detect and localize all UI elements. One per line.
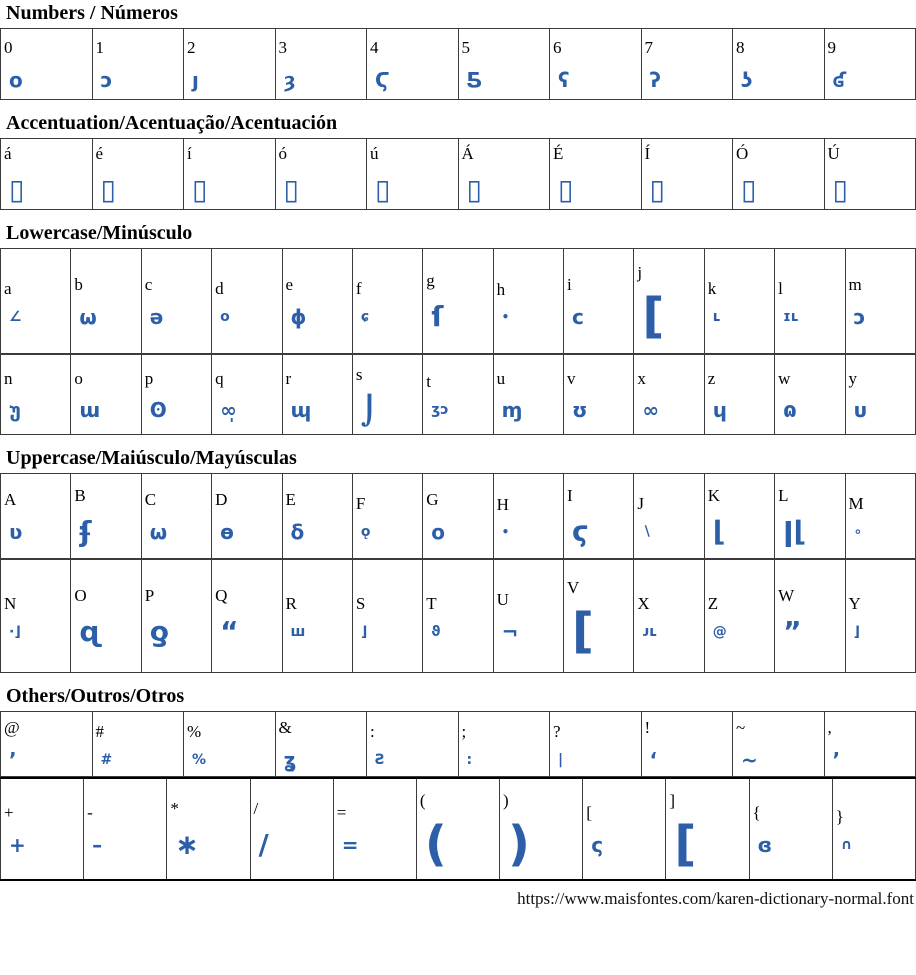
char-glyph: δ — [290, 519, 305, 544]
char-cell-numbers-6 — [550, 29, 642, 100]
char-label: c — [144, 275, 153, 295]
char-cell-lowercase-p — [141, 355, 211, 435]
char-label: : — [370, 721, 375, 741]
char-cell-lowercase-q — [212, 355, 282, 435]
section-title-accentuation: Accentuation/Acentuação/Acentuación — [6, 112, 338, 134]
char-label: f — [355, 278, 362, 298]
char-glyph: ᴜ — [853, 398, 867, 423]
char-cell-others-[ — [583, 778, 666, 880]
char-glyph: ɥ — [712, 398, 727, 423]
char-label: 7 — [644, 38, 653, 58]
char-glyph: ᴄ — [572, 304, 584, 329]
char-cell-uppercase-N — [1, 560, 71, 673]
char-glyph: ɸ — [290, 304, 307, 329]
char-glyph: [ — [674, 816, 697, 873]
char-glyph: ɕ — [360, 308, 370, 325]
char-glyph: ɔ — [100, 67, 113, 92]
char-glyph: ʕ — [558, 67, 570, 92]
char-cell-uppercase-O — [71, 560, 141, 673]
char-label: h — [496, 279, 506, 299]
char-cell-lowercase-l — [775, 249, 845, 354]
char-glyph: ’ — [9, 747, 17, 772]
char-cell-others-* — [167, 778, 250, 880]
char-cell-uppercase-Y — [845, 560, 916, 673]
char-cell-lowercase-o — [71, 355, 141, 435]
char-label: ] — [669, 791, 676, 811]
char-cell-accentuation-Ó — [733, 139, 825, 210]
char-label: L — [778, 486, 789, 506]
char-glyph: : — [466, 751, 473, 768]
char-glyph: ( — [424, 816, 447, 873]
char-cell-uppercase-M — [845, 474, 916, 559]
char-cell-accentuation-ó — [275, 139, 367, 210]
char-cell-lowercase-g — [423, 249, 493, 354]
char-label: G — [426, 490, 439, 510]
char-cell-lowercase-h — [493, 249, 563, 354]
char-label: 4 — [370, 38, 379, 58]
char-glyph: ▯ — [192, 173, 208, 207]
char-glyph: ∞ — [642, 398, 660, 423]
char-cell-others-? — [550, 712, 642, 777]
char-glyph: ⌊ — [712, 515, 726, 549]
char-glyph: o — [220, 308, 230, 325]
char-table-others-row1 — [0, 711, 916, 777]
char-cell-numbers-1 — [92, 29, 184, 100]
char-cell-uppercase-R — [282, 560, 352, 673]
char-glyph: ϛ — [572, 515, 589, 549]
char-cell-lowercase-n — [1, 355, 71, 435]
char-cell-others-; — [458, 712, 550, 777]
char-label: U — [496, 590, 509, 610]
char-glyph: ȝ — [283, 67, 296, 92]
char-glyph: • — [501, 524, 510, 539]
char-label: R — [285, 593, 297, 613]
char-glyph: ∞̩ — [220, 398, 237, 423]
char-cell-numbers-3 — [275, 29, 367, 100]
char-cell-others-% — [184, 712, 276, 777]
char-cell-accentuation-Á — [458, 139, 550, 210]
char-cell-others-) — [500, 778, 583, 880]
char-glyph: Ƽ — [466, 67, 482, 92]
char-label: # — [95, 721, 104, 741]
char-cell-lowercase-e — [282, 249, 352, 354]
char-label: } — [835, 806, 844, 826]
char-cell-lowercase-v — [564, 355, 634, 435]
char-glyph: ▯ — [375, 173, 391, 207]
char-glyph: ▯ — [466, 173, 482, 207]
char-label: é — [95, 144, 104, 164]
char-label: p — [144, 368, 154, 388]
char-label: Y — [848, 593, 861, 613]
char-glyph: ” — [783, 615, 802, 649]
char-label: 9 — [827, 38, 836, 58]
char-cell-accentuation-á — [1, 139, 93, 210]
char-label: q — [215, 368, 224, 388]
char-label: V — [567, 578, 580, 598]
char-label: - — [87, 803, 93, 823]
char-label: á — [4, 144, 12, 164]
char-glyph: ⌋ — [360, 623, 368, 640]
char-label: 5 — [461, 38, 470, 58]
char-label: M — [848, 493, 864, 513]
char-glyph: ∩ — [840, 836, 853, 853]
char-label: Á — [461, 144, 474, 164]
char-label: a — [4, 278, 12, 298]
char-glyph: @ — [712, 623, 727, 640]
char-cell-others-+ — [1, 778, 84, 880]
char-cell-others-@ — [1, 712, 93, 777]
char-label: t — [426, 372, 431, 392]
char-label: k — [707, 278, 717, 298]
char-glyph: • — [501, 309, 510, 324]
char-cell-uppercase-X — [634, 560, 704, 673]
char-label: J — [637, 493, 644, 513]
char-cell-uppercase-Z — [704, 560, 774, 673]
char-label: Ó — [736, 144, 749, 164]
char-label: & — [278, 718, 292, 738]
char-glyph: [ — [572, 603, 594, 660]
char-glyph: ɷ — [783, 398, 797, 423]
char-label: N — [4, 593, 17, 613]
char-label: n — [4, 368, 13, 388]
char-glyph: ’ — [832, 747, 841, 772]
char-cell-uppercase-D — [212, 474, 282, 559]
char-table-uppercase-row1 — [0, 473, 916, 559]
char-cell-lowercase-x — [634, 355, 704, 435]
char-cell-numbers-0 — [1, 29, 93, 100]
char-glyph: ᴊʟ — [642, 623, 657, 640]
char-label: í — [187, 144, 192, 164]
char-glyph: ⌋ — [853, 623, 860, 640]
char-cell-uppercase-K — [704, 474, 774, 559]
char-cell-others-( — [416, 778, 499, 880]
char-label: 1 — [95, 38, 104, 58]
char-label: A — [4, 490, 17, 510]
char-cell-lowercase-s — [352, 355, 422, 435]
char-label: + — [4, 803, 14, 823]
char-label: ? — [553, 721, 561, 741]
section-title-others: Others/Outros/Otros — [6, 685, 185, 707]
char-cell-accentuation-í — [184, 139, 276, 210]
char-cell-uppercase-U — [493, 560, 563, 673]
char-glyph: ʟ — [712, 308, 721, 325]
char-cell-uppercase-H — [493, 474, 563, 559]
char-label: x — [637, 368, 646, 388]
char-glyph: ʓ — [283, 747, 297, 772]
char-cell-lowercase-z — [704, 355, 774, 435]
char-cell-lowercase-b — [71, 249, 141, 354]
char-glyph: ) — [508, 816, 530, 873]
section-title-numbers: Numbers / Números — [6, 2, 178, 24]
char-cell-others-= — [333, 778, 416, 880]
char-cell-uppercase-L — [775, 474, 845, 559]
char-glyph: ‘ — [649, 747, 658, 772]
char-glyph: ʒɔ — [431, 402, 449, 419]
char-cell-lowercase-d — [212, 249, 282, 354]
char-glyph: ▯ — [100, 173, 116, 207]
char-label: B — [74, 486, 86, 506]
char-cell-others-] — [666, 778, 749, 880]
char-cell-uppercase-E — [282, 474, 352, 559]
char-glyph: ə — [149, 304, 164, 329]
char-cell-lowercase-f — [352, 249, 422, 354]
char-glyph: ς — [591, 832, 604, 857]
char-label: * — [170, 799, 179, 819]
char-glyph: ȷ — [192, 67, 199, 92]
char-cell-numbers-2 — [184, 29, 276, 100]
char-glyph: ∘ — [853, 523, 863, 540]
char-cell-lowercase-i — [564, 249, 634, 354]
char-glyph: ɪʟ — [783, 308, 799, 325]
char-glyph: ∖ — [642, 523, 653, 540]
char-glyph: % — [192, 751, 207, 768]
char-cell-lowercase-k — [704, 249, 774, 354]
char-glyph: ϑ — [431, 623, 441, 640]
char-table-uppercase-row2 — [0, 559, 916, 673]
char-label: 8 — [736, 38, 745, 58]
char-glyph: ƍ — [149, 615, 169, 649]
char-label: z — [707, 368, 716, 388]
section-title-uppercase: Uppercase/Maiúsculo/Mayúsculas — [6, 447, 297, 469]
char-table-others-row2 — [0, 777, 916, 881]
char-label: r — [285, 368, 292, 388]
char-label: S — [355, 593, 366, 613]
char-glyph: ɱ — [501, 398, 523, 423]
char-glyph: უ — [9, 398, 21, 423]
char-glyph: ∙⌋ — [9, 623, 21, 640]
char-label: s — [355, 364, 363, 384]
char-label: d — [215, 278, 224, 298]
char-cell-others-, — [824, 712, 916, 777]
char-glyph: ш — [290, 623, 306, 640]
char-cell-numbers-7 — [641, 29, 733, 100]
char-glyph: ǀ⌊ — [783, 515, 807, 549]
char-label: Q — [215, 586, 228, 606]
char-label: w — [778, 368, 791, 388]
char-label: v — [567, 368, 576, 388]
char-glyph: ∗ — [175, 828, 199, 862]
char-cell-lowercase-t — [423, 355, 493, 435]
char-cell-accentuation-ú — [367, 139, 459, 210]
char-cell-accentuation-Í — [641, 139, 733, 210]
char-label: P — [144, 586, 155, 606]
char-label: O — [74, 586, 87, 606]
char-label: T — [426, 593, 437, 613]
char-label: 3 — [278, 38, 287, 58]
char-glyph: ▯ — [741, 173, 757, 207]
char-cell-lowercase-y — [845, 355, 916, 435]
char-label: ! — [644, 718, 651, 738]
char-glyph: ▯ — [558, 173, 574, 207]
char-label: ~ — [736, 718, 746, 738]
char-glyph: ʖ — [741, 67, 753, 92]
char-label: E — [285, 490, 296, 510]
char-glyph: ▯ — [649, 173, 665, 207]
char-cell-accentuation-Ú — [824, 139, 916, 210]
char-cell-others-~ — [733, 712, 825, 777]
char-label: ) — [503, 791, 509, 811]
char-cell-lowercase-m — [845, 249, 916, 354]
char-cell-lowercase-j — [634, 249, 704, 354]
char-label: m — [848, 275, 862, 295]
char-cell-others-/ — [250, 778, 333, 880]
footer-url: https://www.maisfontes.com/karen-dictionary-normal.font — [517, 889, 914, 908]
char-glyph: ω — [79, 304, 97, 329]
char-label: ( — [419, 791, 426, 811]
char-label: Z — [707, 593, 719, 613]
char-cell-lowercase-a — [1, 249, 71, 354]
char-cell-others-& — [275, 712, 367, 777]
char-glyph: ⌡ — [360, 393, 378, 427]
char-glyph: ο — [9, 67, 23, 92]
char-label: D — [215, 490, 228, 510]
char-label: K — [707, 486, 721, 506]
char-glyph: ▯ — [283, 173, 299, 207]
section-title-lowercase: Lowercase/Minúsculo — [6, 222, 193, 244]
char-label: É — [553, 144, 564, 164]
char-cell-lowercase-u — [493, 355, 563, 435]
char-label: Í — [644, 144, 651, 164]
char-label: u — [496, 368, 506, 388]
char-glyph: Ƨ — [375, 751, 386, 768]
char-glyph: ~ — [741, 747, 758, 772]
char-glyph: ʄ — [79, 515, 92, 549]
char-label: W — [778, 586, 795, 606]
char-glyph: ɞ — [757, 832, 773, 857]
char-glyph: “ — [220, 615, 239, 649]
char-glyph: / — [258, 828, 269, 862]
char-label: ó — [278, 144, 287, 164]
char-cell-uppercase-Q — [212, 560, 282, 673]
char-label: i — [567, 275, 572, 295]
char-cell-uppercase-V — [564, 560, 634, 673]
char-glyph: ɯ — [79, 398, 101, 423]
font-specimen-sheet — [0, 2, 916, 881]
char-glyph: # — [100, 751, 113, 768]
char-cell-uppercase-J — [634, 474, 704, 559]
char-label: Ú — [827, 144, 840, 164]
char-glyph: ο — [431, 519, 445, 544]
char-label: [ — [586, 803, 592, 823]
char-glyph: ▯ — [832, 173, 848, 207]
char-cell-accentuation-É — [550, 139, 642, 210]
char-label: = — [336, 803, 347, 823]
char-glyph: + — [9, 832, 26, 857]
char-cell-numbers-4 — [367, 29, 459, 100]
char-label: 0 — [4, 38, 13, 58]
char-cell-lowercase-c — [141, 249, 211, 354]
char-label: g — [426, 271, 435, 291]
char-label: b — [74, 275, 83, 295]
char-label: F — [355, 493, 366, 513]
char-label: H — [496, 494, 509, 514]
char-cell-uppercase-C — [141, 474, 211, 559]
char-glyph: ʋ — [9, 519, 23, 544]
char-cell-uppercase-S — [352, 560, 422, 673]
char-label: I — [567, 486, 573, 506]
char-cell-lowercase-w — [775, 355, 845, 435]
char-cell-numbers-5 — [458, 29, 550, 100]
char-label: ú — [370, 144, 379, 164]
char-glyph: ω — [149, 519, 168, 544]
char-glyph: ∠ — [9, 308, 22, 325]
char-glyph: ɋ — [79, 615, 102, 649]
char-cell-numbers-9 — [824, 29, 916, 100]
char-label: { — [752, 803, 761, 823]
char-cell-others-: — [367, 712, 459, 777]
char-glyph: Ϛ — [375, 67, 390, 92]
char-label: 2 — [187, 38, 196, 58]
char-cell-uppercase-A — [1, 474, 71, 559]
char-label: j — [637, 263, 643, 283]
char-label: / — [253, 799, 259, 819]
char-cell-uppercase-T — [423, 560, 493, 673]
char-cell-others-# — [92, 712, 184, 777]
char-glyph: ▯ — [9, 173, 25, 207]
char-glyph: ɔ — [853, 304, 866, 329]
char-label: o — [74, 368, 83, 388]
char-table-numbers-row1 — [0, 28, 916, 100]
char-label: 6 — [553, 38, 562, 58]
char-glyph: ʊ — [572, 398, 588, 423]
char-table-lowercase-row2 — [0, 354, 916, 435]
char-label: % — [187, 721, 202, 741]
char-cell-others-! — [641, 712, 733, 777]
char-label: y — [848, 368, 857, 388]
char-cell-uppercase-G — [423, 474, 493, 559]
char-glyph: [ — [642, 288, 665, 345]
char-glyph: ǫ — [360, 523, 371, 540]
char-cell-numbers-8 — [733, 29, 825, 100]
char-label: l — [778, 278, 783, 298]
char-cell-accentuation-é — [92, 139, 184, 210]
char-table-lowercase-row1 — [0, 248, 916, 354]
char-label: X — [637, 593, 650, 613]
char-label: ; — [461, 721, 467, 741]
char-glyph: ſ — [431, 300, 444, 334]
char-glyph: – — [92, 832, 103, 857]
char-cell-uppercase-I — [564, 474, 634, 559]
char-glyph: ¬ — [501, 619, 519, 644]
char-cell-uppercase-F — [352, 474, 422, 559]
char-glyph: ʛ — [832, 67, 847, 92]
char-cell-others-- — [84, 778, 167, 880]
char-cell-uppercase-B — [71, 474, 141, 559]
char-glyph: | — [558, 751, 564, 768]
char-label: e — [285, 275, 294, 295]
char-cell-others-} — [832, 778, 915, 880]
char-glyph: = — [341, 832, 359, 857]
char-label: , — [827, 718, 832, 738]
char-glyph: ɵ — [220, 519, 234, 544]
char-cell-others-{ — [749, 778, 832, 880]
char-cell-uppercase-P — [141, 560, 211, 673]
char-glyph: ʔ — [649, 67, 661, 92]
char-cell-lowercase-r — [282, 355, 352, 435]
char-glyph: ɰ — [290, 398, 312, 423]
char-label: @ — [4, 718, 20, 738]
char-glyph: ʘ — [149, 398, 167, 423]
char-table-accentuation-row1 — [0, 138, 916, 210]
char-cell-uppercase-W — [775, 560, 845, 673]
char-label: C — [144, 490, 157, 510]
